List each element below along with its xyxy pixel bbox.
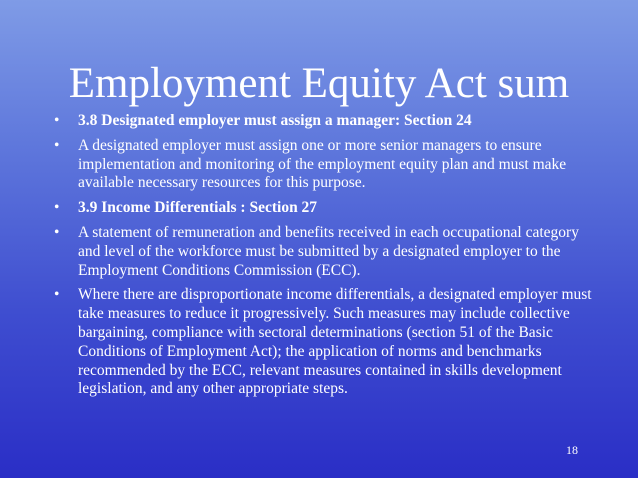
bullet-item [54, 199, 594, 218]
slide-title: Employment Equity Act sum [68, 60, 570, 107]
bullet-marker: • [54, 286, 60, 304]
bullet-item [54, 286, 594, 399]
bullet-text: Where there are disproportionate income differentials, a designated employer must take measures to reduce it progressively. Such measures may include collective bargaining, compliance with sectoral determinations (section 51 of the Basic Conditions of Employment Act); the application of norms and benchmarks recommended by the ECC, relevant measures contained in skills development legislation, and any other appropriate steps. [78, 286, 592, 398]
bullet-list [54, 112, 594, 405]
bullet-marker: • [54, 199, 60, 217]
page-number: 18 [566, 443, 578, 457]
bullet-marker: • [54, 223, 60, 241]
bullet-text: 3.8 Designated employer must assign a manager: Section 24 [78, 112, 472, 129]
bullet-marker: • [54, 112, 60, 129]
bullet-text: 3.9 Income Differentials : Section 27 [78, 199, 318, 217]
bullet-marker: • [54, 136, 60, 154]
bullet-text: A statement of remuneration and benefits received in each occupational category and level of the workforce must be submitted by a designated employer to the Employment Conditions Commission (ECC). [78, 223, 579, 279]
bullet-item [54, 137, 594, 193]
bullet-item [54, 112, 594, 131]
bullet-text: A designated employer must assign one or more senior managers to ensure implementation and monitoring of the employment equity plan and must make available necessary resources for this purpose. [78, 136, 567, 192]
bullet-item [54, 224, 594, 280]
